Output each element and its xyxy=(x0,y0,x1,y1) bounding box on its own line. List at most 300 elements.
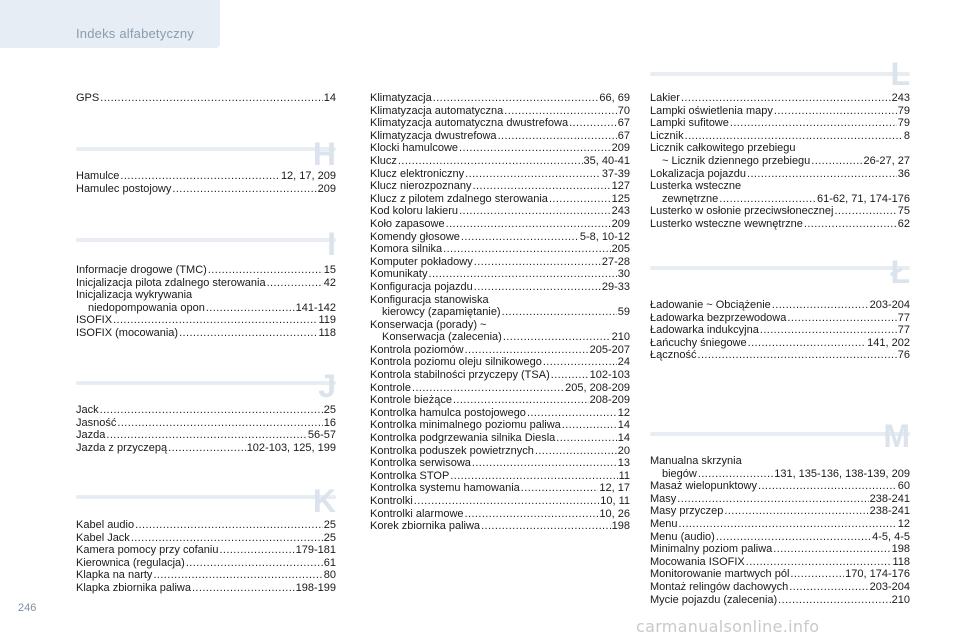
section-divider-m xyxy=(650,432,910,436)
index-entry-pages: 209 xyxy=(611,142,630,155)
dot-leader xyxy=(789,581,868,594)
index-entry xyxy=(76,544,336,557)
dot-leader xyxy=(760,324,897,337)
index-entry-pages: 118 xyxy=(318,326,336,339)
index-entry xyxy=(650,594,910,607)
index-entry-term: Kod koloru lakieru xyxy=(370,205,459,218)
index-entry xyxy=(650,556,910,569)
index-entry-term: Kontrolka STOP xyxy=(370,469,450,482)
index-entry-heading: Konfiguracja stanowiska xyxy=(370,293,489,306)
index-entry-term: Kontrola poziomów xyxy=(370,343,464,356)
index-entry xyxy=(76,327,336,340)
index-entry-term: Klucz elektroniczny xyxy=(370,167,465,180)
index-entry-pages: 77 xyxy=(897,324,910,337)
dot-leader xyxy=(446,218,611,231)
index-entry-heading: Manualna skrzynia xyxy=(650,455,742,467)
dot-leader xyxy=(153,569,322,582)
index-entry-term: Klapka zbiornika paliwa xyxy=(76,581,191,594)
dot-leader xyxy=(498,130,617,143)
index-entry xyxy=(370,382,630,395)
dot-leader xyxy=(219,544,294,557)
entries-k xyxy=(76,519,336,595)
index-entry-pages: 10, 26 xyxy=(599,507,630,520)
index-entry-term: GPS xyxy=(76,92,100,104)
dot-leader xyxy=(428,268,616,281)
index-entry-term: Komendy głosowe xyxy=(370,230,460,243)
dot-leader xyxy=(562,419,617,432)
index-entry xyxy=(650,581,910,594)
index-entry xyxy=(370,281,630,294)
index-entry xyxy=(650,518,910,531)
index-entry xyxy=(370,432,630,445)
dot-leader xyxy=(773,543,890,556)
index-entry xyxy=(370,243,630,256)
index-entry-pages: 238-241 xyxy=(869,505,910,518)
dot-leader xyxy=(551,369,589,382)
dot-leader xyxy=(100,404,323,417)
dot-leader xyxy=(412,382,564,395)
index-entry xyxy=(370,105,630,118)
index-column-2 xyxy=(370,0,630,640)
index-column-3 xyxy=(650,0,910,640)
index-entry xyxy=(370,445,630,458)
index-entry-pages: 77 xyxy=(897,311,910,324)
index-entry-term: Lakier xyxy=(650,92,680,104)
index-entry-pages: 198-199 xyxy=(295,581,336,594)
index-entry-pages: 198 xyxy=(611,520,630,533)
index-entry-pages: 13 xyxy=(617,457,630,470)
entries-j xyxy=(76,404,336,454)
index-entry xyxy=(650,312,910,325)
index-entry-term: Jazda xyxy=(76,429,106,442)
index-entry-pages: 141-142 xyxy=(295,301,336,314)
index-entry-term: Kontrolka serwisowa xyxy=(370,457,471,470)
index-entry xyxy=(650,218,910,231)
index-entry xyxy=(370,356,630,369)
index-entry-pages: 67 xyxy=(617,129,630,142)
index-entry-pages: 60 xyxy=(897,480,910,493)
index-entry-pages: 243 xyxy=(611,205,630,218)
index-entry-pages: 14 xyxy=(617,432,630,445)
index-entry-pages: 15 xyxy=(323,264,336,276)
index-entry xyxy=(650,130,910,143)
index-entry xyxy=(370,256,630,269)
dot-leader xyxy=(774,105,897,118)
index-entry-term: Kabel Jack xyxy=(76,531,130,544)
index-entry xyxy=(650,349,910,362)
index-entry-term: Minimalny poziom paliwa xyxy=(650,543,773,556)
index-entry-pages: 26-27, 27 xyxy=(863,154,910,167)
index-entry xyxy=(76,569,336,582)
dot-leader xyxy=(474,256,601,269)
entries-g xyxy=(76,92,336,105)
dot-leader xyxy=(135,519,323,532)
index-entry-term: Lusterko w osłonie przeciwsłonecznej xyxy=(650,205,834,218)
index-entry-term: Inicjalizacja pilota zdalnego sterowania xyxy=(76,276,266,289)
dot-leader xyxy=(521,482,599,495)
dot-leader xyxy=(443,243,611,256)
index-entry-pages: 203-204 xyxy=(869,580,910,593)
index-entry xyxy=(650,568,910,581)
index-entry xyxy=(76,404,336,417)
index-entry-term: Kamera pomocy przy cofaniu xyxy=(76,544,219,557)
dot-leader xyxy=(481,520,611,533)
index-entry xyxy=(76,557,336,570)
index-entry xyxy=(76,417,336,430)
index-entry-term: Kontrolka minimalnego poziomu paliwa xyxy=(370,419,561,432)
index-entry-pages: 35, 40-41 xyxy=(583,154,630,167)
dot-leader xyxy=(465,344,589,357)
dot-leader xyxy=(811,155,862,168)
index-entry xyxy=(370,155,630,168)
index-entry-pages: 141, 202 xyxy=(867,336,910,349)
index-entry xyxy=(370,268,630,281)
index-entry xyxy=(370,331,630,344)
dot-leader xyxy=(192,582,295,595)
index-entry-pages: 170, 174-176 xyxy=(845,568,910,581)
index-entry-term: Kontrolka podgrzewania silnika Diesla xyxy=(370,432,556,445)
section-divider-l2 xyxy=(650,266,910,270)
dot-leader xyxy=(804,218,897,231)
index-entry-pages: 10, 11 xyxy=(600,495,630,507)
dot-leader xyxy=(459,142,611,155)
dot-leader xyxy=(433,92,599,105)
index-entry xyxy=(650,531,910,544)
section-letter-k: K xyxy=(312,483,336,519)
index-entry-pages: 208-209 xyxy=(589,394,630,407)
index-column-1 xyxy=(76,0,336,640)
index-entry xyxy=(650,155,910,168)
dot-leader xyxy=(778,594,890,607)
dot-leader xyxy=(168,442,246,455)
index-entry-term: Lampki sufitowe xyxy=(650,117,729,130)
index-entry-term: Klocki hamulcowe xyxy=(370,142,459,155)
dot-leader xyxy=(679,518,897,531)
dot-leader xyxy=(179,327,317,340)
dot-leader xyxy=(459,205,611,218)
index-entry-pages: 80 xyxy=(323,569,336,582)
dot-leader xyxy=(527,407,617,420)
index-entry-term: Kontrolki xyxy=(370,495,413,507)
dot-leader xyxy=(698,468,773,481)
dot-leader xyxy=(100,92,323,105)
dot-leader xyxy=(748,337,867,350)
index-entry-pages: 8 xyxy=(903,129,910,142)
dot-leader xyxy=(472,457,617,470)
index-entry xyxy=(76,442,336,455)
index-entry xyxy=(76,183,336,196)
index-entry-pages: 25 xyxy=(323,531,336,544)
index-entry-pages: 102-103 xyxy=(589,369,630,382)
dot-leader xyxy=(398,155,583,168)
dot-leader xyxy=(113,314,317,327)
dot-leader xyxy=(556,432,616,445)
dot-leader xyxy=(172,183,316,196)
index-entry xyxy=(370,482,630,495)
index-entry xyxy=(370,205,630,218)
index-entry-term: kierowcy (zapamiętanie) xyxy=(382,306,501,319)
index-entry xyxy=(650,92,910,105)
section-letter-i: I xyxy=(327,226,336,262)
index-entry-term: ISOFIX (mocowania) xyxy=(76,326,179,339)
dot-leader xyxy=(461,231,579,244)
index-entry xyxy=(370,407,630,420)
dot-leader xyxy=(719,193,816,206)
dot-leader xyxy=(465,168,601,181)
index-entry xyxy=(370,142,630,155)
index-entry-heading: Konserwacja (porady) ~ xyxy=(370,318,487,331)
index-entry xyxy=(370,369,630,382)
index-entry xyxy=(76,519,336,532)
index-entry-term: Łańcuchy śniegowe xyxy=(650,336,747,349)
dot-leader xyxy=(834,205,896,218)
dot-leader xyxy=(772,299,869,312)
index-entry-pages: 61-62, 71, 174-176 xyxy=(817,192,910,205)
index-entry-pages: 4-5, 4-5 xyxy=(872,530,910,543)
index-entry-pages: 56-57 xyxy=(307,429,336,442)
index-entry xyxy=(76,277,336,290)
index-entry-pages: 119 xyxy=(318,314,336,327)
index-entry-pages: 203-204 xyxy=(869,299,910,311)
entries-m xyxy=(650,455,910,606)
dot-leader xyxy=(504,105,616,118)
index-entry-term: Informacje drogowe (TMC) xyxy=(76,264,207,276)
index-entry xyxy=(370,344,630,357)
dot-leader xyxy=(549,193,611,206)
dot-leader xyxy=(787,312,896,325)
dot-leader xyxy=(474,281,601,294)
entries-l2 xyxy=(650,299,910,362)
section-divider-h xyxy=(76,147,336,151)
index-entry-pages: 179-181 xyxy=(295,544,336,557)
index-entry xyxy=(370,218,630,231)
index-entry xyxy=(76,582,336,595)
index-entry xyxy=(370,394,630,407)
index-entry-pages: 102-103, 125, 199 xyxy=(246,441,336,454)
index-entry-pages: 14 xyxy=(617,419,630,432)
index-entry-pages: 29-33 xyxy=(601,280,630,293)
index-entry-pages: 12 xyxy=(617,406,630,419)
index-entry xyxy=(650,105,910,118)
index-entry xyxy=(370,130,630,143)
index-entry-term: biegów xyxy=(662,467,697,480)
dot-leader xyxy=(503,331,611,344)
index-entry-term: Klucz z pilotem zdalnego sterowania xyxy=(370,192,548,205)
index-entry-term: Kontrolka poduszek powietrznych xyxy=(370,444,534,457)
index-entry-term: Komputer pokładowy xyxy=(370,255,473,268)
index-entry xyxy=(650,480,910,493)
index-entry-pages: 205 xyxy=(611,243,630,256)
dot-leader xyxy=(697,349,896,362)
index-entry xyxy=(370,193,630,206)
index-entry-pages: 209 xyxy=(317,182,336,195)
index-entry-term: Monitorowanie martwych pól xyxy=(650,568,790,581)
index-entry-term: ~ Licznik dziennego przebiegu xyxy=(662,154,811,167)
dot-leader xyxy=(208,264,323,277)
index-entry xyxy=(650,337,910,350)
index-entry xyxy=(76,302,336,315)
index-entry xyxy=(76,92,336,105)
index-entry-pages: 5-8, 10-12 xyxy=(579,230,630,243)
index-entry-term: Kontrolki alarmowe xyxy=(370,507,464,520)
index-entry-pages: 75 xyxy=(897,205,910,218)
index-entry-pages: 79 xyxy=(897,104,910,117)
index-entry-pages: 205-207 xyxy=(589,343,630,356)
index-entry-term: Konfiguracja pojazdu xyxy=(370,280,473,293)
index-entry-term: Jack xyxy=(76,404,99,416)
index-entry-pages: 11 xyxy=(618,469,630,482)
section-divider-j xyxy=(76,381,336,385)
index-entry-term: Jasność xyxy=(76,416,117,429)
index-entry-term: Klucz xyxy=(370,154,397,167)
dot-leader xyxy=(450,470,617,483)
index-entry-pages: 198 xyxy=(891,543,910,556)
index-entry-pages: 59 xyxy=(617,306,630,319)
index-entry-term: Ładowanie ~ Obciążenie xyxy=(650,299,771,311)
index-entry-term: Hamulec postojowy xyxy=(76,182,172,195)
index-entry-term: Kontrole bieżące xyxy=(370,394,452,407)
index-entry-term: zewnętrzne xyxy=(662,192,719,205)
index-entry-term: Kontrola stabilności przyczepy (TSA) xyxy=(370,369,550,382)
index-entry xyxy=(76,264,336,277)
index-entry-pages: 127 xyxy=(611,180,630,193)
dot-leader xyxy=(681,92,891,105)
section-letter-l: L xyxy=(890,56,910,92)
dot-leader xyxy=(569,117,617,130)
index-entry xyxy=(370,117,630,130)
index-entry-term: Menu xyxy=(650,517,678,530)
index-entry-term: Jazda z przyczepą xyxy=(76,441,168,454)
dot-leader xyxy=(724,505,868,518)
index-entry-term: Klapka na narty xyxy=(76,569,153,582)
index-entry-term: Licznik xyxy=(650,129,684,142)
index-entry xyxy=(650,505,910,518)
dot-leader xyxy=(535,445,617,458)
index-entry-pages: 76 xyxy=(897,349,910,362)
index-entry xyxy=(370,495,630,508)
index-entry-pages: 24 xyxy=(617,356,630,369)
index-entry-pages: 12 xyxy=(897,517,910,530)
index-entry-pages: 25 xyxy=(323,404,336,416)
dot-leader xyxy=(453,394,589,407)
dot-leader xyxy=(747,168,897,181)
index-entry xyxy=(370,92,630,105)
index-entry-term: Ładowarka indukcyjna xyxy=(650,324,759,337)
index-entry-term: Kontrole xyxy=(370,381,411,394)
index-entry-heading: Lusterka wsteczne xyxy=(650,180,742,193)
index-entry-term: Masy przyczep xyxy=(650,505,724,518)
footer-watermark-url: carmanualsonline.info xyxy=(636,617,820,636)
index-entry xyxy=(370,306,630,319)
dot-leader xyxy=(267,277,323,290)
index-entry-pages: 210 xyxy=(611,331,630,344)
index-entry xyxy=(650,468,910,481)
dot-leader xyxy=(117,417,322,430)
index-entry-term: Kontrolka systemu hamowania xyxy=(370,482,520,495)
index-entry-pages: 12, 17 xyxy=(599,482,630,495)
index-entry-term: Klimatyzacja xyxy=(370,92,432,104)
index-entry-term: Klucz nierozpoznany xyxy=(370,180,472,193)
index-entry xyxy=(650,205,910,218)
dot-leader xyxy=(106,429,307,442)
dot-leader xyxy=(473,180,611,193)
index-entry-term: Kontrola poziomu oleju silnikowego xyxy=(370,356,542,369)
section-divider-k xyxy=(76,495,336,499)
dot-leader xyxy=(746,556,892,569)
dot-leader xyxy=(120,170,280,183)
section-divider-i xyxy=(76,238,336,242)
index-entry-term: Klimatyzacja dwustrefowa xyxy=(370,129,497,142)
index-entry xyxy=(650,299,910,312)
entries-h xyxy=(76,170,336,195)
dot-leader xyxy=(716,531,871,544)
index-entry-pages: 210 xyxy=(891,593,910,606)
dot-leader xyxy=(186,557,323,570)
index-entry xyxy=(370,231,630,244)
index-entry-term: Klimatyzacja automatyczna xyxy=(370,104,504,117)
index-entry-term: Kierownica (regulacja) xyxy=(76,556,185,569)
index-entry-term: Klimatyzacja automatyczna dwustrefowa xyxy=(370,117,569,130)
index-entry-pages: 243 xyxy=(891,92,910,104)
index-entry xyxy=(370,470,630,483)
section-letter-h: H xyxy=(312,136,336,172)
index-entry-pages: 79 xyxy=(897,117,910,130)
index-entry xyxy=(650,193,910,206)
index-entry-term: Konserwacja (zalecenia) xyxy=(382,331,502,344)
index-entry xyxy=(76,429,336,442)
index-entry-term: niedopompowania opon xyxy=(88,301,205,314)
page-number: 246 xyxy=(18,602,37,614)
index-entry-heading: Licznik całkowitego przebiegu xyxy=(650,142,796,155)
index-entry-pages: 30 xyxy=(617,268,630,281)
index-entry-term: Koło zapasowe xyxy=(370,217,445,230)
index-entry-pages: 36 xyxy=(897,167,910,180)
section-letter-j: J xyxy=(318,368,336,404)
index-entry-pages: 37-39 xyxy=(601,167,630,180)
index-entry xyxy=(370,168,630,181)
dot-leader xyxy=(131,532,323,545)
dot-leader xyxy=(730,117,897,130)
index-entry-term: Korek zbiornika paliwa xyxy=(370,520,481,533)
dot-leader xyxy=(758,480,897,493)
index-entry xyxy=(76,532,336,545)
index-entry xyxy=(76,170,336,183)
index-entry xyxy=(370,520,630,533)
index-entry-term: Komora silnika xyxy=(370,243,443,256)
index-entry xyxy=(650,493,910,506)
index-entry-pages: 20 xyxy=(617,444,630,457)
section-letter-l2: Ł xyxy=(890,254,910,290)
index-entry xyxy=(370,457,630,470)
index-entry-term: Lokalizacja pojazdu xyxy=(650,167,747,180)
dot-leader xyxy=(414,495,599,508)
dot-leader xyxy=(677,493,868,506)
index-entry-pages: 205, 208-209 xyxy=(565,381,630,394)
index-entry-term: Mocowania ISOFIX xyxy=(650,555,745,568)
index-entry-term: Łączność xyxy=(650,349,697,362)
index-entry-pages: 42 xyxy=(323,276,336,289)
index-entry xyxy=(76,314,336,327)
index-entry-pages: 238-241 xyxy=(869,492,910,505)
index-entry-pages: 61 xyxy=(323,556,336,569)
dot-leader xyxy=(206,302,295,315)
section-letter-m: M xyxy=(883,418,910,454)
index-entry-pages: 125 xyxy=(611,192,630,205)
index-entry xyxy=(370,419,630,432)
index-entry-pages: 118 xyxy=(892,555,910,568)
index-entry-pages: 209 xyxy=(611,217,630,230)
index-entry-pages: 16 xyxy=(323,416,336,429)
